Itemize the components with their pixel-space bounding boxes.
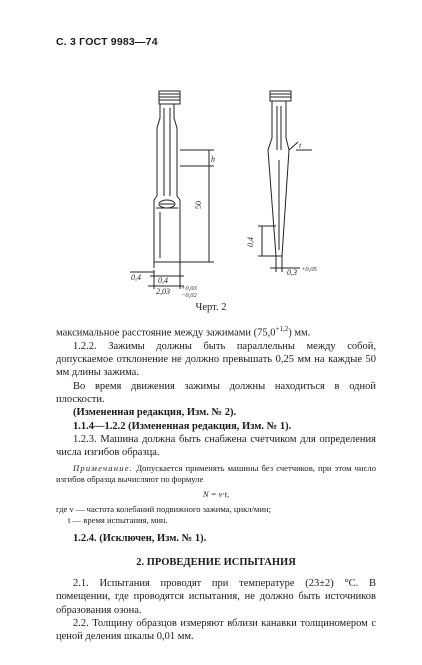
figure-2-drawing [0, 0, 422, 300]
left-specimen-drawing [130, 91, 214, 289]
note-text: Допускается применять машины без счетчиков, при этом число изгибов образца вычисляют по формуле [56, 463, 376, 485]
paragraph-max-distance [56, 323, 376, 340]
document-body [56, 323, 376, 644]
max-distance-text: максимальное расстояние между зажимами (75,0 [56, 327, 276, 339]
dim-0-4-bottom: 0,4 [158, 276, 168, 285]
note-paragraph [56, 463, 376, 485]
paragraph-1-2-3: 1.2.3. Машина должна быть снабжена счетчиком для определения числа изгибов образца. [56, 433, 376, 459]
length-label: 50 [194, 201, 203, 209]
paragraph-movement: Во время движения зажимы должны находиться в одной плоскости. [56, 380, 376, 405]
where-v: где v — частота колебаний подвижного зажима, цикл/мин; [56, 504, 271, 515]
note-label: Примечание. [73, 463, 134, 474]
h-label: h [211, 155, 215, 164]
max-distance-unit: ) мм. [288, 327, 311, 339]
formula: N = v·t, [202, 489, 230, 500]
right-specimen-head [270, 91, 291, 101]
paragraph-1-2-2: 1.2.2. Зажимы должны быть параллельны между собой, допускаемое отклонение не должно превышать 0,25 мм на каждые 50 мм длины зажима. [56, 340, 376, 379]
left-specimen-outline [154, 104, 180, 262]
right-specimen-drawing [258, 91, 312, 272]
max-distance-tolerance: +1,2 [275, 325, 289, 333]
dim-width: 2,03 [156, 287, 170, 296]
dim-0-3: 0,3 [287, 268, 297, 277]
page-header: С. 3 ГОСТ 9983—74 [56, 36, 158, 48]
paragraph-2-2: 2.2. Толщину образцов измеряют вблизи канавки толщиномером с ценой деления шкалы 0,01 мм. [56, 617, 376, 643]
figure-caption: Черт. 2 [195, 302, 227, 313]
amendment-1-note: 1.1.4—1.2.2 (Измененная редакция, Изм. № 1). [73, 420, 292, 432]
amendment-2-note: (Измененная редакция, Изм. № 2). [73, 407, 237, 419]
dim-tol-lower: −0,02 [181, 292, 197, 299]
paragraph-2-1: 2.1. Испытания проводят при температуре (23±2) °С. В помещении, где проводятся испытания, не должно быть источников образования озона. [56, 578, 376, 616]
paragraph-1-2-4: 1.2.4. (Исключен, Изм. № 1). [73, 533, 207, 545]
dim-0-4-left: 0,4 [131, 273, 141, 282]
section-title: 2. ПРОВЕДЕНИЕ ИСПЫТАНИЯ [136, 556, 296, 568]
t-label: t [299, 141, 302, 150]
dim-tol-upper: +0,03 [181, 285, 197, 292]
dim-0-3-tolerance: +0,05 [301, 266, 317, 273]
dim-0-4-right: 0,4 [246, 237, 255, 247]
where-t: t — время испытания, мин. [68, 515, 168, 526]
